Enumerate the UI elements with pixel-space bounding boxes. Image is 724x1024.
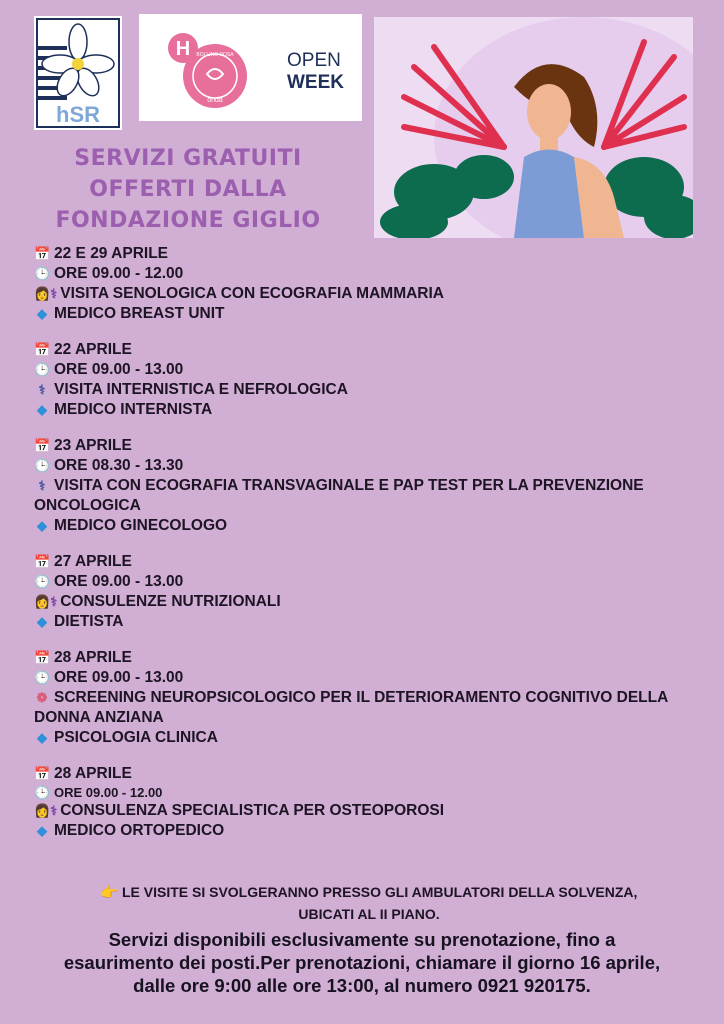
svg-text:H: H	[175, 38, 191, 60]
title-line: SERVIZI GRATUITI	[74, 146, 302, 171]
event-time: ORE 09.00 - 13.00	[54, 361, 184, 378]
event-service: VISITA INTERNISTICA E NEFROLOGICA	[54, 381, 348, 398]
event-date: 23 APRILE	[54, 437, 132, 454]
clock-icon: 🕒	[34, 670, 51, 685]
event-doctor: DIETISTA	[54, 613, 124, 630]
svg-text:hSR: hSR	[56, 102, 100, 127]
blue-diamond-icon: ◆	[37, 730, 47, 745]
svg-text:BOLLINO ROSA: BOLLINO ROSA	[196, 52, 234, 58]
event-date: 22 E 29 APRILE	[54, 245, 169, 262]
blue-diamond-icon: ◆	[37, 518, 47, 533]
event-service: CONSULENZA SPECIALISTICA PER OSTEOPOROSI	[60, 802, 445, 819]
event-time: ORE 09.00 - 12.00	[54, 785, 163, 800]
note-line: LE VISITE SI SVOLGERANNO PRESSO GLI AMBULATORI DELLA SOLVENZA,	[121, 884, 638, 900]
clock-icon: 🕒	[34, 458, 51, 473]
hsr-lily-emblem	[34, 16, 122, 130]
stethoscope-icon: ⚕	[38, 382, 46, 397]
event-item	[34, 340, 706, 420]
event-item	[34, 764, 706, 841]
note-line: UBICATI AL II PIANO.	[298, 906, 440, 922]
title-line: OFFERTI DALLA	[89, 177, 287, 202]
page-title	[18, 143, 358, 236]
calendar-icon: 📅	[34, 766, 51, 781]
pointing-hand-icon: 👉	[100, 884, 118, 900]
clock-icon: 🕒	[34, 574, 51, 589]
booking-line: esaurimento dei posti.Per prenotazioni, chiamare il giorno 16 aprile,	[63, 952, 661, 973]
event-date: 28 APRILE	[54, 649, 132, 666]
event-doctor: MEDICO GINECOLOGO	[54, 517, 228, 534]
clock-icon: 🕒	[34, 785, 51, 800]
woman-doctor-icon: 👩⚕	[34, 594, 58, 609]
event-service: SCREENING NEUROPSICOLOGICO PER IL DETERIORAMENTO COGNITIVO DELLA DONNA ANZIANA	[34, 689, 668, 726]
event-time: ORE 09.00 - 13.00	[54, 573, 184, 590]
blue-diamond-icon: ◆	[37, 402, 47, 417]
svg-text:OPEN: OPEN	[287, 50, 341, 71]
event-item	[34, 244, 706, 324]
event-date: 27 APRILE	[54, 553, 132, 570]
woman-illustration	[374, 17, 693, 238]
booking-line: dalle ore 9:00 alle ore 13:00, al numero 0921 920175.	[133, 975, 591, 996]
event-date: 22 APRILE	[54, 341, 132, 358]
event-time: ORE 09.00 - 12.00	[54, 265, 184, 282]
event-service: CONSULENZE NUTRIZIONALI	[60, 593, 281, 610]
brain-icon: ❁	[36, 690, 48, 705]
woman-with-leaves-image	[374, 17, 693, 238]
calendar-icon: 📅	[34, 342, 51, 357]
event-date: 28 APRILE	[54, 765, 132, 782]
clock-icon: 🕒	[34, 362, 51, 377]
event-doctor: MEDICO INTERNISTA	[54, 401, 213, 418]
svg-text:onda: onda	[207, 97, 223, 104]
blue-diamond-icon: ◆	[37, 306, 47, 321]
booking-info	[30, 928, 694, 997]
blue-diamond-icon: ◆	[37, 614, 47, 629]
event-service: VISITA SENOLOGICA CON ECOGRAFIA MAMMARIA	[60, 285, 444, 302]
woman-doctor-icon: 👩⚕	[34, 286, 58, 301]
event-item	[34, 436, 706, 536]
calendar-icon: 📅	[34, 554, 51, 569]
stethoscope-icon: ⚕	[38, 478, 46, 493]
svg-text:WEEK: WEEK	[287, 72, 344, 93]
woman-doctor-icon: 👩⚕	[34, 803, 58, 818]
bollino-rosa-badge	[139, 14, 362, 121]
event-doctor: PSICOLOGIA CLINICA	[54, 729, 218, 746]
location-note	[44, 881, 694, 925]
blue-diamond-icon: ◆	[37, 823, 47, 838]
event-item	[34, 552, 706, 632]
calendar-icon: 📅	[34, 246, 51, 261]
calendar-icon: 📅	[34, 650, 51, 665]
clock-icon: 🕒	[34, 266, 51, 281]
event-doctor: MEDICO BREAST UNIT	[54, 305, 225, 322]
services-schedule	[34, 244, 706, 857]
calendar-icon: 📅	[34, 438, 51, 453]
booking-line: Servizi disponibili esclusivamente su prenotazione, fino a	[108, 929, 616, 950]
open-week-logo	[139, 14, 362, 121]
event-service: VISITA CON ECOGRAFIA TRANSVAGINALE E PAP TEST PER LA PREVENZIONE ONCOLOGICA	[34, 477, 644, 514]
event-time: ORE 08.30 - 13.30	[54, 457, 184, 474]
event-item	[34, 648, 706, 748]
hsr-logo	[34, 16, 122, 130]
title-line: FONDAZIONE GIGLIO	[55, 208, 321, 233]
event-time: ORE 09.00 - 13.00	[54, 669, 184, 686]
event-doctor: MEDICO ORTOPEDICO	[54, 822, 225, 839]
